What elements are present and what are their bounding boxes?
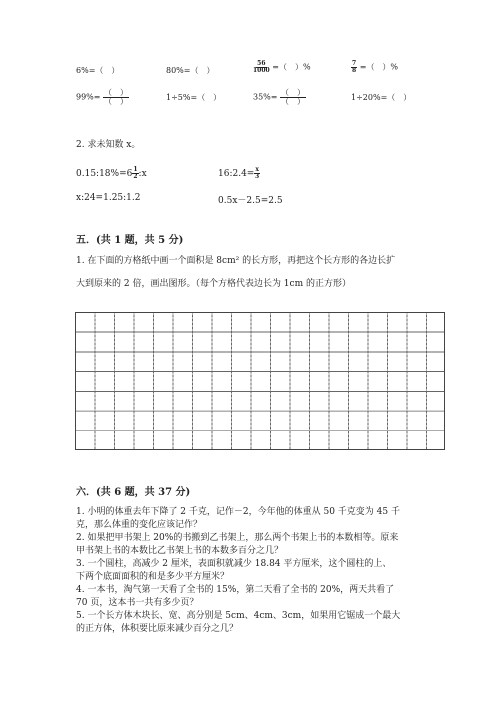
fraction-denominator: （ ） bbox=[104, 97, 129, 106]
q2-equation-1-pre: 0.15:18%=6 bbox=[76, 169, 133, 179]
q1-item-3 bbox=[253, 61, 311, 74]
q1-item-4-rest: =（ ）% bbox=[359, 62, 399, 72]
q1-item-5 bbox=[76, 89, 129, 106]
fraction-denominator: 3 bbox=[255, 173, 260, 180]
section-6-line: 4. 一本书，淘气第一天看了全书的 15%，第二天看了全书的 20%，两天共看了 bbox=[76, 585, 395, 595]
q1-item-5-pre: 99%= bbox=[76, 92, 101, 102]
q2-equation-2-pre: 16:2.4= bbox=[218, 169, 255, 179]
q2-equation-1-post: :x bbox=[138, 169, 147, 179]
section-5-heading: 五．(共 1 题，共 5 分) bbox=[76, 235, 184, 246]
section-6-line: 70 页，这本书一共有多少页？ bbox=[76, 598, 199, 608]
section-6-line: 2. 如果把甲书架上 20%的书搬到乙书架上，那么两个书架上书的本数相等。原来 bbox=[76, 533, 399, 543]
q1-item-6: 1÷5%=（ ） bbox=[166, 93, 222, 102]
section-6-line: 下两个底面面积的和是多少平方厘米？ bbox=[76, 572, 230, 582]
fraction bbox=[253, 61, 270, 74]
q1-item-7-pre: 35%= bbox=[253, 92, 278, 102]
fraction-numerator: 7 bbox=[352, 60, 357, 67]
q2-equation-3: x:24=1.25:1.2 bbox=[76, 193, 141, 203]
fraction-denominator: 8 bbox=[352, 67, 357, 74]
q2-title: 2. 求未知数 x。 bbox=[76, 140, 141, 150]
section-6-heading: 六．(共 6 题，共 37 分) bbox=[76, 487, 191, 498]
fraction-denominator: （ ） bbox=[281, 97, 306, 106]
fraction bbox=[280, 89, 306, 106]
q1-item-3-rest: =（ ）% bbox=[272, 62, 311, 72]
fraction bbox=[351, 61, 357, 74]
q1-item-4 bbox=[351, 61, 398, 74]
fraction-denominator: 2 bbox=[133, 173, 138, 180]
q1-item-7 bbox=[253, 89, 306, 106]
section-6-line: 1. 小明的体重去年下降了 2 千克，记作－2，今年他的体重从 50 千克变为 45 千 bbox=[76, 507, 400, 517]
section-6-line: 甲书架上书的本数比乙书架上书的本数多百分之几？ bbox=[76, 546, 284, 556]
fraction-numerator: x bbox=[255, 166, 259, 173]
fraction bbox=[254, 167, 260, 180]
fraction bbox=[103, 89, 129, 106]
q1-item-8: 1÷20%=（ ） bbox=[351, 93, 412, 102]
fraction-numerator: 1 bbox=[133, 166, 138, 173]
section-6-line: 的正方体，体积要比原来减少百分之几？ bbox=[76, 624, 239, 634]
q2-equation-1 bbox=[76, 167, 147, 180]
fraction-numerator: （ ） bbox=[104, 88, 129, 97]
grid-paper bbox=[75, 312, 445, 450]
section-5-paragraph-line-1: 1. 在下面的方格纸中画一个面积是 8cm² 的长方形，再把这个长方形的各边长扩 bbox=[76, 256, 396, 266]
fraction-denominator: 1000 bbox=[253, 67, 270, 74]
q1-item-2: 80%=（ ） bbox=[166, 66, 215, 75]
fraction-numerator: 56 bbox=[257, 60, 266, 67]
fraction-numerator: （ ） bbox=[281, 88, 306, 97]
q2-equation-2 bbox=[218, 167, 260, 180]
section-5-paragraph-line-2: 大到原来的 2 倍，画出图形。（每个方格代表边长为 1cm 的正方形） bbox=[76, 279, 351, 289]
q2-equation-4: 0.5x－2.5=2.5 bbox=[218, 196, 283, 206]
q1-item-1: 6%=（ ） bbox=[76, 66, 120, 75]
section-6-line: 3. 一个圆柱，高减少 2 厘米，表面积就减少 18.84 平方厘米，这个圆柱的上、 bbox=[76, 559, 392, 569]
section-6-line: 5. 一个长方体木块长、宽、高分别是 5cm、4cm、3cm，如果用它锯成一个最大 bbox=[76, 611, 401, 621]
section-6-line: 克，那么体重的变化应该记作？ bbox=[76, 520, 203, 530]
